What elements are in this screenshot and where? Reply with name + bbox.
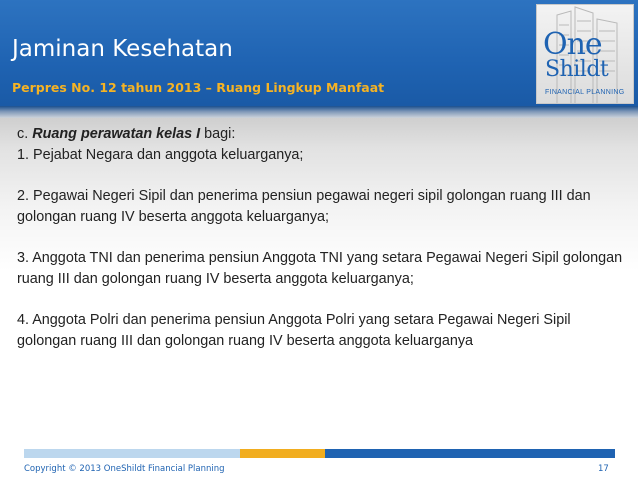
page-number: 17 bbox=[598, 464, 609, 474]
list-item: 2. Pegawai Negeri Sipil dan penerima pensiun pegawai negeri sipil golongan ruang III dan golongan ruang IV beserta anggota keluarganya; bbox=[17, 188, 591, 225]
footer-bar-blue bbox=[325, 449, 615, 458]
logo-word-one: One bbox=[543, 27, 602, 62]
footer-bar-light-blue bbox=[24, 449, 240, 458]
list-item: 4. Anggota Polri dan penerima pensiun Anggota Polri yang setara Pegawai Negeri Sipil golongan ruang III dan golongan ruang IV beserta anggota keluarganya bbox=[17, 312, 571, 349]
footer-copyright: Copyright © 2013 OneShildt Financial Planning bbox=[24, 464, 225, 474]
intro-line bbox=[17, 124, 629, 145]
spacer bbox=[17, 289, 629, 310]
list-item: 1. Pejabat Negara dan anggota keluarganya; bbox=[17, 146, 304, 163]
list-item: 3. Anggota TNI dan penerima pensiun Anggota TNI yang setara Pegawai Negeri Sipil golongan ruang III dan golongan ruang IV beserta anggota keluarganya; bbox=[17, 250, 623, 287]
intro-suffix: bagi: bbox=[200, 126, 236, 142]
slide-title: Jaminan Kesehatan bbox=[12, 36, 233, 62]
footer-bar-orange bbox=[240, 449, 325, 458]
intro-prefix: c. bbox=[17, 126, 33, 142]
logo-tagline: FINANCIAL PLANNING bbox=[545, 89, 625, 96]
intro-emphasis: Ruang perawatan kelas I bbox=[32, 126, 201, 142]
logo-word-shildt: Shildt bbox=[545, 57, 609, 82]
company-logo bbox=[536, 4, 634, 104]
slide-body bbox=[17, 124, 629, 351]
spacer bbox=[17, 227, 629, 248]
slide-subtitle: Perpres No. 12 tahun 2013 – Ruang Lingkup Manfaat bbox=[12, 80, 385, 95]
spacer bbox=[17, 165, 629, 186]
